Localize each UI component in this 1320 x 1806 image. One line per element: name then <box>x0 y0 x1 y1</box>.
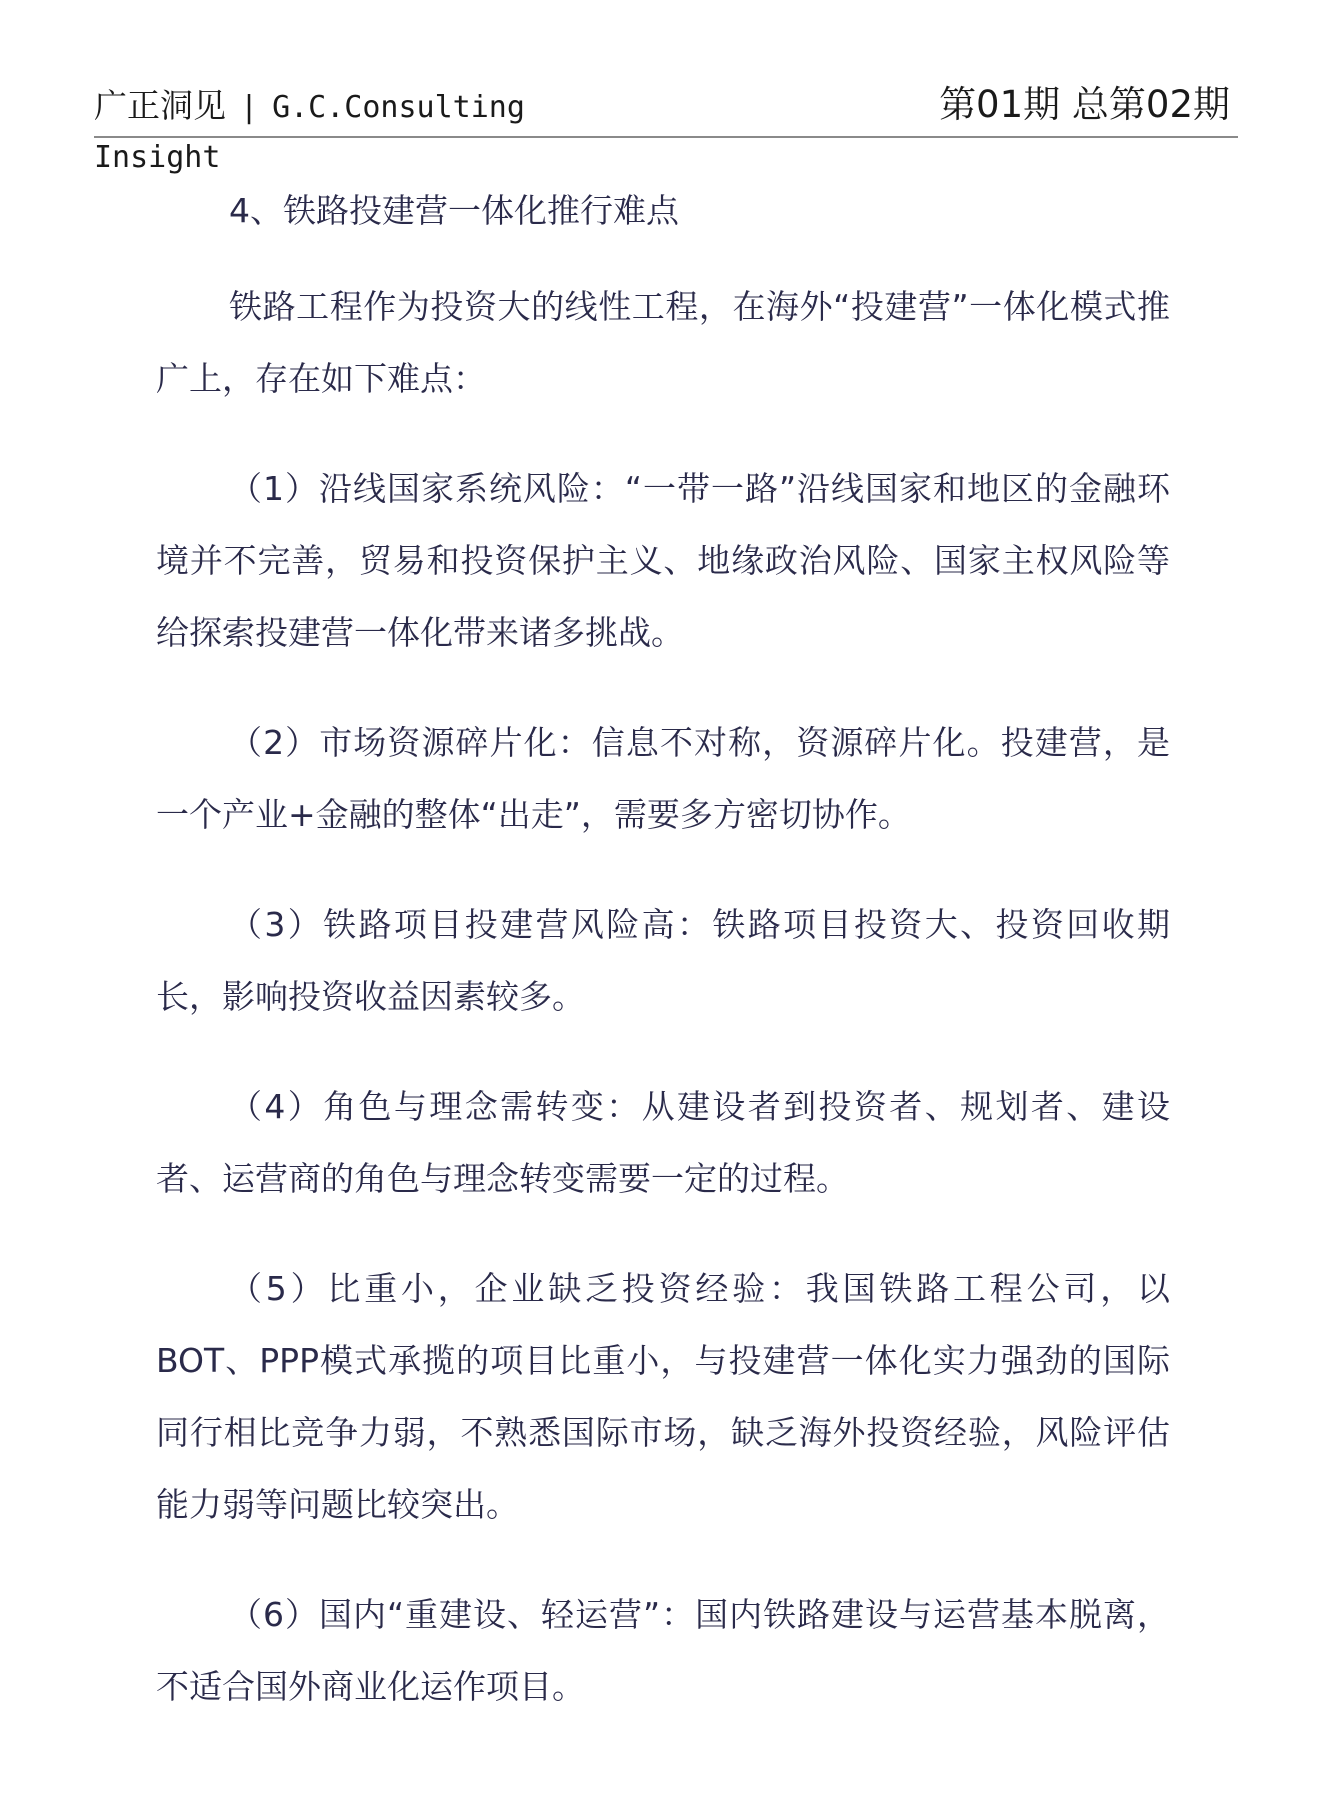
header-separator: | <box>240 90 259 125</box>
brand-name-cn: 广正洞见 <box>94 86 226 125</box>
difficulty-item-4: （4）角色与理念需转变：从建设者到投资者、规划者、建设者、运营商的角色与理念转变需要一定的过程。 <box>156 1087 1170 1198</box>
difficulty-item-6: （6）国内“重建设、轻运营”：国内铁路建设与运营基本脱离，不适合国外商业化运作项目。 <box>156 1595 1170 1706</box>
difficulty-item-2: （2）市场资源碎片化：信息不对称，资源碎片化。投建营，是一个产业+金融的整体“出走”，需要多方密切协作。 <box>156 723 1170 834</box>
brand-name-en: G.C.Consulting <box>272 90 525 125</box>
page-header <box>94 72 1238 138</box>
brand-name-en-line2: Insight <box>94 140 221 175</box>
difficulty-item-5: （5）比重小，企业缺乏投资经验：我国铁路工程公司，以BOT、PPP模式承揽的项目比重小，与投建营一体化实力强劲的国际同行相比竞争力弱，不熟悉国际市场，缺乏海外投资经验，风险评估能力弱等问题比较突出。 <box>156 1269 1170 1524</box>
difficulty-item-3: （3）铁路项目投建营风险高：铁路项目投资大、投资回收期长，影响投资收益因素较多。 <box>156 905 1170 1016</box>
section-heading: 4、铁路投建营一体化推行难点 <box>229 191 679 230</box>
issue-number: 第01期 总第02期 <box>939 83 1230 126</box>
article-body <box>156 185 1170 1723</box>
intro-paragraph: 铁路工程作为投资大的线性工程，在海外“投建营”一体化模式推广上，存在如下难点： <box>156 287 1170 398</box>
header-brand <box>94 80 525 127</box>
difficulty-item-1: （1）沿线国家系统风险：“一带一路”沿线国家和地区的金融环境并不完善，贸易和投资保护主义、地缘政治风险、国家主权风险等给探索投建营一体化带来诸多挑战。 <box>156 469 1170 652</box>
